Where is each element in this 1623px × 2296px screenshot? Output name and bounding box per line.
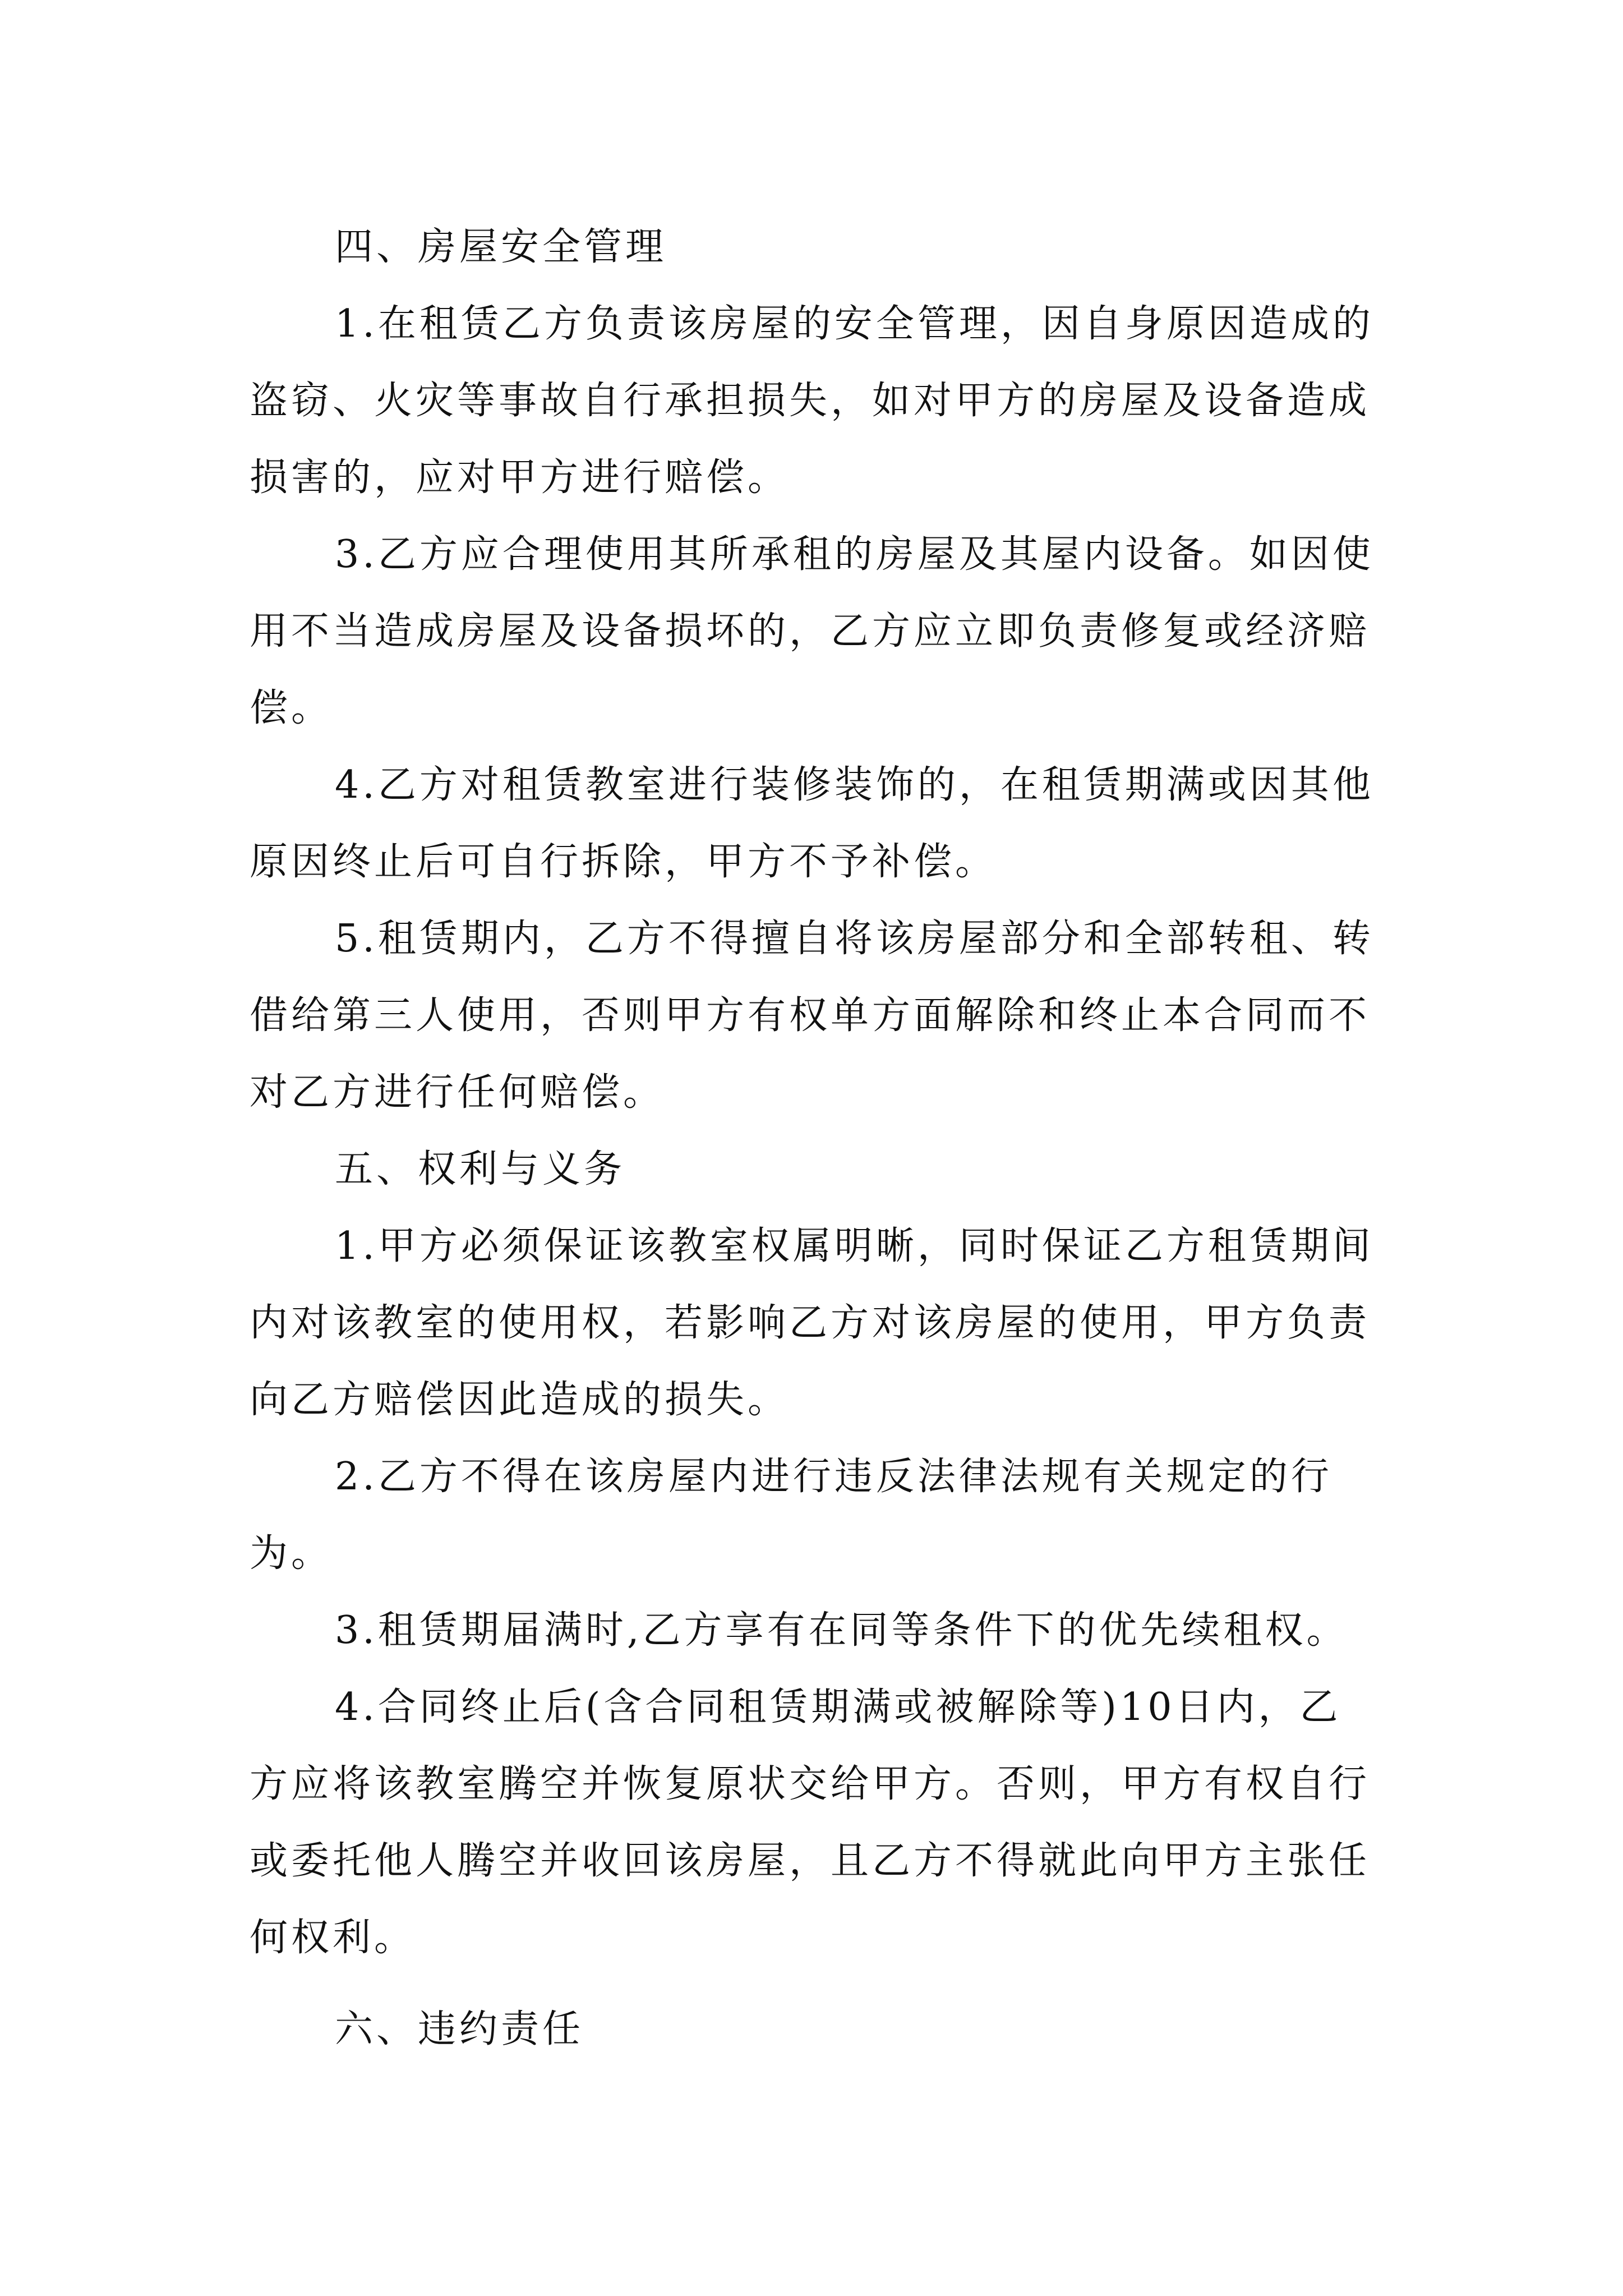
paragraph-5-3: 3.租赁期届满时,乙方享有在同等条件下的优先续租权。 [335, 1608, 1348, 1653]
paragraph-5-4: 4.合同终止后(含合同租赁期满或被解除等)10日内，乙方应将该教室腾空并恢复原状交给甲方。否则，甲方有权自行或委托他人腾空并收回该房屋，且乙方不得就此向甲方主张任何权利。 [250, 1685, 1371, 1960]
paragraph-4-1: 1.在租赁乙方负责该房屋的安全管理，因自身原因造成的盗窃、火灾等事故自行承担损失，如对甲方的房屋及设备造成损害的，应对甲方进行赔偿。 [250, 302, 1374, 500]
paragraph-5-2: 2.乙方不得在该房屋内进行违反法律法规有关规定的行为。 [250, 1455, 1332, 1576]
paragraph-4-5: 5.租赁期内，乙方不得擅自将该房屋部分和全部转租、转借给第三人使用，否则甲方有权单方面解除和终止本合同而不对乙方进行任何赔偿。 [250, 917, 1374, 1115]
section-heading-6: 六、违约责任 [335, 2007, 584, 2051]
paragraph-5-1: 1.甲方必须保证该教室权属明晰，同时保证乙方租赁期间内对该教室的使用权，若影响乙方对该房屋的使用，甲方负责向乙方赔偿因此造成的损失。 [250, 1224, 1374, 1422]
paragraph-4-3: 3.乙方应合理使用其所承租的房屋及其屋内设备。如因使用不当造成房屋及设备损坏的，乙方应立即负责修复或经济赔偿。 [250, 532, 1374, 730]
section-heading-5: 五、权利与义务 [335, 1147, 626, 1191]
document-body [250, 209, 1377, 2068]
section-heading-4: 四、房屋安全管理 [335, 225, 667, 269]
paragraph-4-4: 4.乙方对租赁教室进行装修装饰的，在租赁期满或因其他原因终止后可自行拆除，甲方不予补偿。 [250, 763, 1374, 884]
